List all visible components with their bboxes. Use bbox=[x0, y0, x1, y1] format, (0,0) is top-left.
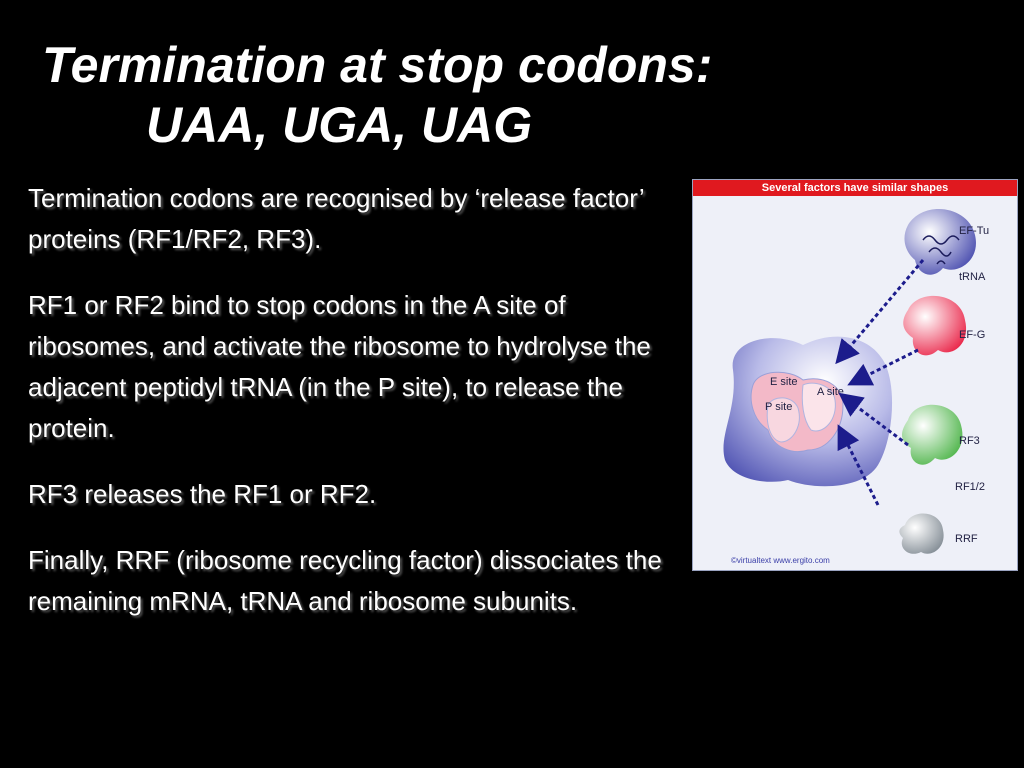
ef-g-label: EF-G bbox=[959, 329, 986, 341]
factor-shapes-figure bbox=[692, 179, 1018, 571]
rf3-label: RF3 bbox=[959, 435, 980, 447]
rrf-label: RRF bbox=[955, 533, 978, 545]
title-line-1: Termination at stop codons: bbox=[42, 37, 713, 93]
body-text bbox=[28, 178, 668, 647]
figure-header: Several factors have similar shapes bbox=[693, 180, 1017, 196]
ef-g-icon bbox=[903, 296, 966, 355]
figure-diagram bbox=[693, 180, 1018, 571]
ef-tu-label: EF-Tu bbox=[959, 225, 990, 237]
title-line-2: UAA, UGA, UAG bbox=[146, 97, 533, 153]
paragraph-rrf: Finally, RRF (ribosome recycling factor) dissociates the remaining mRNA, tRNA and ribosome subunits. bbox=[28, 545, 662, 616]
rrf-icon bbox=[899, 514, 943, 554]
paragraph-rf3: RF3 releases the RF1 or RF2. bbox=[28, 479, 377, 509]
ribosome-shape bbox=[723, 337, 892, 487]
rf12-label: RF1/2 bbox=[955, 481, 985, 493]
p-site-label: P site bbox=[765, 401, 793, 413]
ef-tu-icon bbox=[904, 209, 975, 275]
e-site-label: E site bbox=[770, 376, 798, 388]
paragraph-recognition: Termination codons are recognised by ‘release factor’ proteins (RF1/RF2, RF3). bbox=[28, 183, 644, 254]
rf3-icon bbox=[902, 405, 962, 465]
a-site-label: A site bbox=[817, 386, 844, 398]
figure-credit: ©virtualtext www.ergito.com bbox=[731, 556, 830, 565]
paragraph-rf1-rf2: RF1 or RF2 bind to stop codons in the A site of ribosomes, and activate the ribosome to hydrolyse the adjacent peptidyl tRNA (in the P site), to release the protein. bbox=[28, 290, 651, 443]
trna-label: tRNA bbox=[959, 271, 986, 283]
